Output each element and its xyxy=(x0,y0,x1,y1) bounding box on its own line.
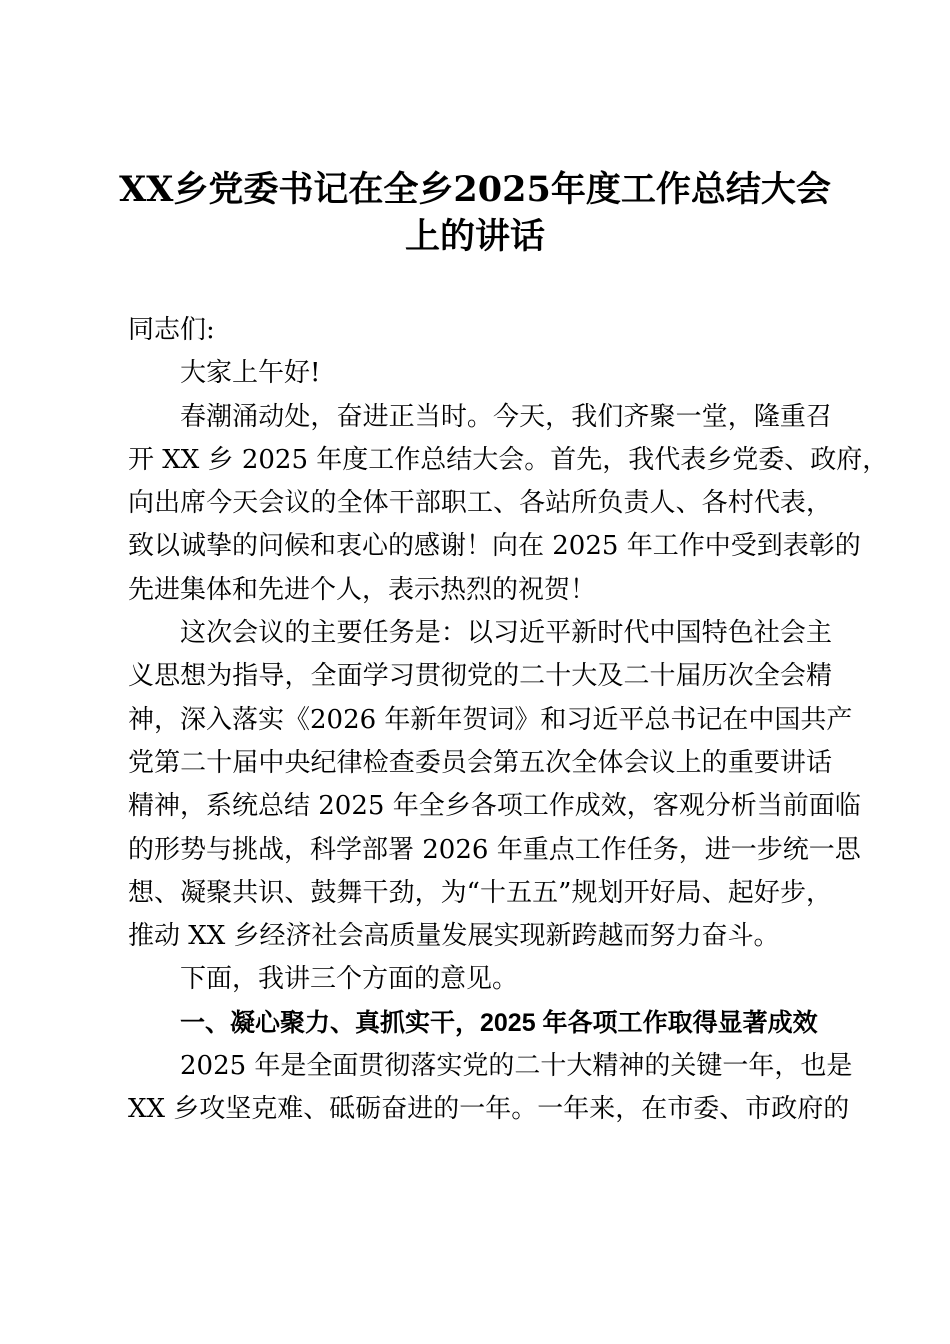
paragraph-intro: 下面，我讲三个方面的意见。 xyxy=(180,964,519,995)
text-line: 推动 XX 乡经济社会高质量发展实现新跨越而努力奋斗。 xyxy=(128,921,780,952)
title-line: XX乡党委书记在全乡2025年度工作总结大会 xyxy=(119,169,831,210)
text-line: 开 XX 乡 2025 年度工作总结大会。首先，我代表乡党委、政府， xyxy=(128,444,889,475)
document-body xyxy=(128,309,889,1132)
text-line: 这次会议的主要任务是：以习近平新时代中国特色社会主 xyxy=(180,618,832,649)
text-line: 精神，系统总结 2025 年全乡各项工作成效，客观分析当前面临 xyxy=(128,791,861,822)
text-line: 春潮涌动处，奋进正当时。今天，我们齐聚一堂，隆重召 xyxy=(180,401,832,432)
text-line: 义思想为指导，全面学习贯彻党的二十大及二十届历次全会精 xyxy=(128,661,832,692)
text-line: 向出席今天会议的全体干部职工、各站所负责人、各村代表， xyxy=(128,488,832,519)
text-line: 党第二十届中央纪律检查委员会第五次全体会议上的重要讲话 xyxy=(128,747,832,778)
paragraph-tasks xyxy=(128,612,861,958)
section-heading: 一、凝心聚力、真抓实干，2025 年各项工作取得显著成效 xyxy=(180,1008,818,1037)
text-line: 的形势与挑战，科学部署 2026 年重点工作任务，进一步统一思 xyxy=(128,834,861,865)
text-line: 想、凝聚共识、鼓舞干劲，为“十五五”规划开好局、起好步， xyxy=(128,877,832,908)
text-line: XX 乡攻坚克难、砥砺奋进的一年。一年来，在市委、市政府的 xyxy=(128,1094,850,1125)
document-title xyxy=(0,166,950,260)
text-line: 先进集体和先进个人，表示热烈的祝贺！ xyxy=(128,574,597,605)
text-line: 致以诚挚的问候和衷心的感谢！向在 2025 年工作中受到表彰的 xyxy=(128,531,861,562)
text-line: 神，深入落实《2026 年新年贺词》和习近平总书记在中国共产 xyxy=(128,704,853,735)
text-line: 2025 年是全面贯彻落实党的二十大精神的关键一年，也是 xyxy=(180,1051,853,1082)
paragraph-opening xyxy=(128,396,889,612)
paragraph-section-one xyxy=(128,1045,853,1132)
title-line: 上的讲话 xyxy=(404,216,545,257)
salutation: 同志们: xyxy=(128,315,215,345)
greeting: 大家上午好! xyxy=(180,358,321,389)
